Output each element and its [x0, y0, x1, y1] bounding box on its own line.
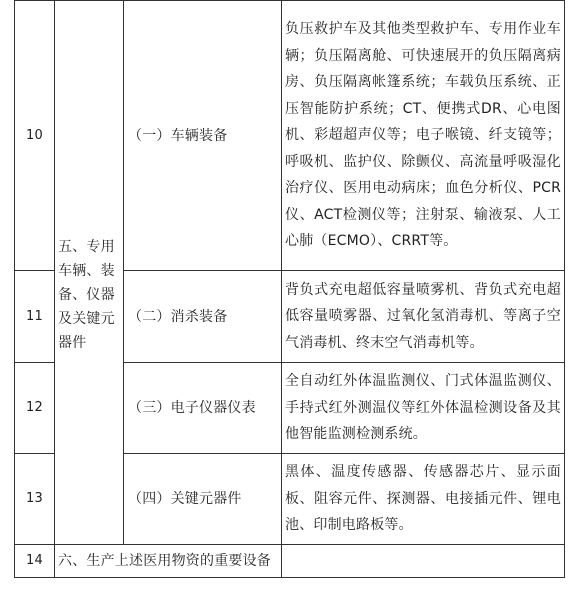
- description-cell: 黑体、温度传感器、传感器芯片、显示面板、阻容元件、探测器、电接插元件、锂电池、印制电路板等。: [282, 454, 565, 545]
- subcategory-cell: （三）电子仪器仪表: [124, 363, 282, 454]
- row-number: 11: [15, 271, 55, 363]
- table-row: [15, 545, 565, 578]
- row-number: 13: [15, 454, 55, 545]
- description-cell: 全自动红外体温监测仪、门式体温监测仪、手持式红外测温仪等红外体温检测设备及其他智能监测检测系统。: [282, 363, 565, 454]
- table-row: [15, 1, 565, 271]
- subcategory-cell: （四）关键元器件: [124, 454, 282, 545]
- description-cell: 负压救护车及其他类型救护车、专用作业车辆；负压隔离舱、可快速展开的负压隔离病房、负压隔离帐篷系统；车载负压系统、正压智能防护系统；CT、便携式DR、心电图机、彩超超声仪等；电子喉镜、纤支镜等；呼吸机、监护仪、除颤仪、高流量呼吸湿化治疗仪、医用电动病床；血色分析仪、PCR仪、ACT检测仪等；注射泵、输液泵、人工心肺（ECMO）、CRRT等。: [282, 1, 565, 271]
- subcategory-cell: （二）消杀装备: [124, 271, 282, 363]
- equipment-table: [14, 0, 565, 578]
- category-label: 五、专用车辆、装备、仪器及关键元器件: [58, 239, 115, 351]
- category-cell: [55, 1, 124, 545]
- row-number: 12: [15, 363, 55, 454]
- category-cell: 六、生产上述医用物资的重要设备: [55, 545, 282, 578]
- row-number: 14: [15, 545, 55, 578]
- description-cell: [282, 545, 565, 578]
- row-number: 10: [15, 1, 55, 271]
- subcategory-cell: （一）车辆装备: [124, 1, 282, 271]
- description-cell: 背负式充电超低容量喷雾机、背负式充电超低容量喷雾器、过氧化氢消毒机、等离子空气消毒机、终末空气消毒机等。: [282, 271, 565, 363]
